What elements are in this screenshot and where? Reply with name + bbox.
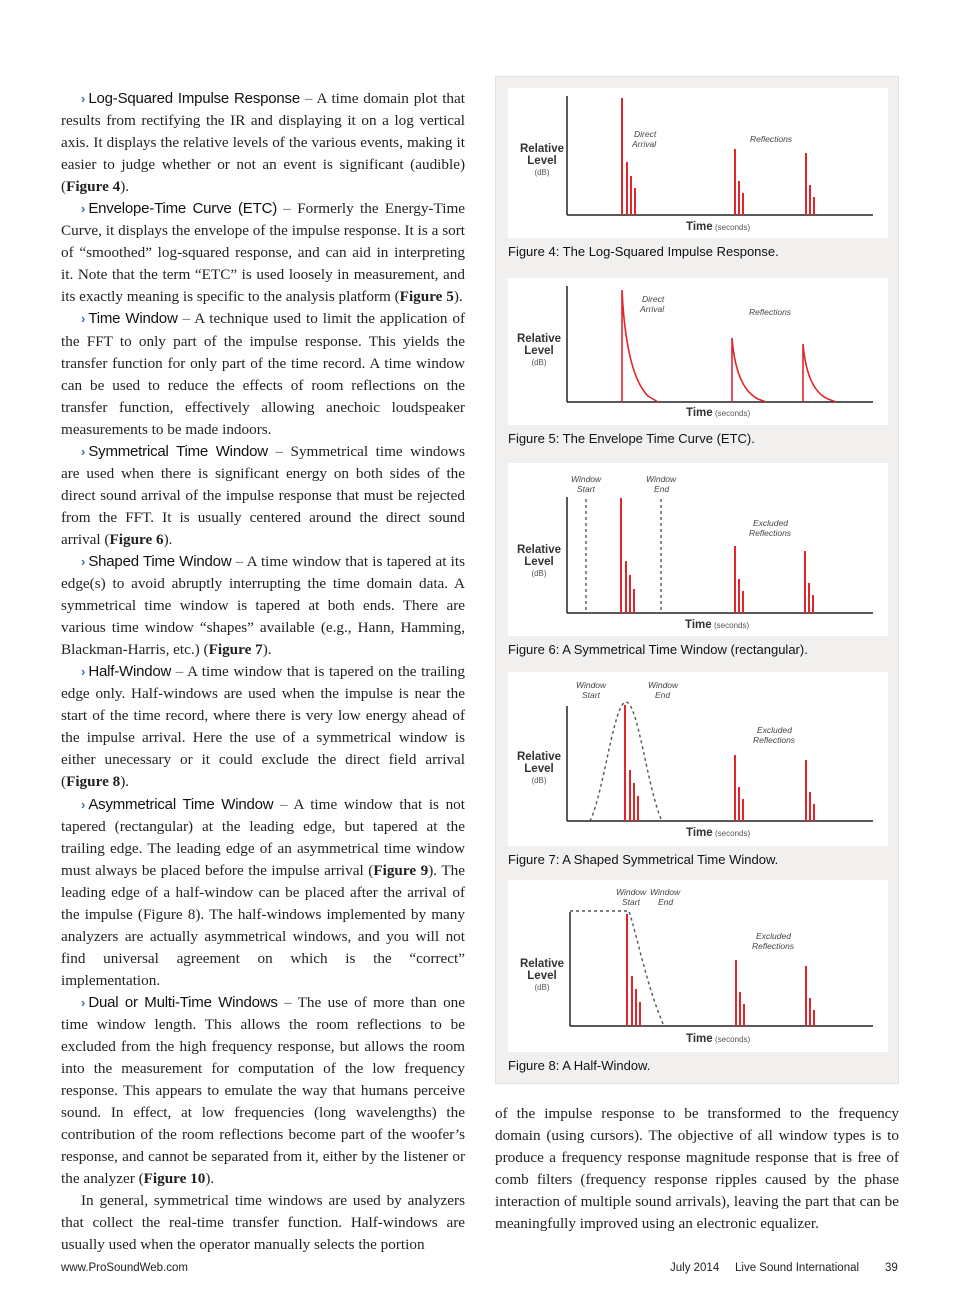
definition-paragraph — [61, 198, 465, 308]
chevron-right-icon: › — [81, 201, 86, 217]
y-axis-label-line2: Level — [524, 556, 554, 568]
y-axis-label: Relative — [519, 143, 565, 155]
definition-term: Half-Window — [88, 663, 172, 681]
paragraph-text: ). — [205, 1170, 215, 1188]
figure-6-plot — [508, 463, 888, 636]
label-window-start: Window — [616, 887, 647, 897]
label-arrival: Arrival — [632, 139, 657, 149]
term-separator: – — [273, 795, 294, 813]
label-window-start-2: Start — [622, 897, 640, 907]
chevron-right-icon: › — [81, 443, 86, 459]
term-separator: – — [277, 200, 298, 218]
figure-6-caption: Figure 6: A Symmetrical Time Window (rectangular). — [508, 642, 808, 657]
y-axis-label: Relative — [519, 958, 565, 970]
label-window-end: Window — [646, 474, 677, 484]
figure-7-caption: Figure 7: A Shaped Symmetrical Time Window. — [508, 852, 779, 867]
figure-5 — [508, 278, 888, 446]
term-separator: – — [171, 663, 188, 681]
figure-8-caption: Figure 8: A Half-Window. — [508, 1058, 651, 1073]
x-axis-unit: (seconds) — [715, 829, 751, 838]
definition-paragraph — [61, 88, 465, 198]
figure-reference: Figure 10 — [143, 1170, 206, 1188]
figure-4-plot — [508, 88, 888, 238]
left-text-column — [61, 88, 465, 1256]
y-axis-label: Relative — [516, 544, 562, 556]
label-window-start: Window — [576, 680, 607, 690]
definition-paragraph — [61, 551, 465, 661]
definition-term: Envelope-Time Curve (ETC) — [88, 200, 277, 218]
definition-paragraph — [61, 661, 465, 793]
definition-term: Dual or Multi-Time Windows — [88, 993, 278, 1011]
paragraph-text: ). — [453, 288, 463, 306]
label-window-end-2: End — [658, 897, 674, 907]
chevron-right-icon: › — [81, 553, 86, 569]
term-separator: – — [267, 442, 291, 460]
paragraph-text: The use of more than one time window length. This allows the room reflections to be excluded from the high frequency response, but allows the room into the measurement for computation of the low frequency response. This appears to emulate the way that humans perceive sound. In effect, at low frequencies (long wavelengths) the contribution of the room reflections become part of the woofer’s response, and cannot be separated from it, either by the listener or the analyzer ( — [61, 993, 466, 1188]
paragraph-text: A time domain plot that results from rectifying the IR and displaying it on a log vertical axis. It displays the relative levels of the various events, making it easier to judge whether or not an event is significant (audible) ( — [61, 90, 465, 196]
label-reflections: Reflections — [749, 528, 792, 538]
body-paragraph — [61, 1190, 465, 1256]
label-direct: Direct — [634, 129, 657, 139]
figure-5-plot — [508, 278, 888, 425]
figure-4 — [508, 88, 888, 259]
x-axis-label: Time — [686, 407, 713, 419]
x-axis-unit: (seconds) — [714, 621, 750, 630]
x-axis-unit: (seconds) — [715, 1035, 751, 1044]
label-window-end-2: End — [654, 484, 670, 494]
y-axis-label: Relative — [516, 333, 562, 345]
figure-8-plot — [508, 880, 888, 1052]
y-axis-label-line2: Level — [524, 763, 554, 775]
figure-reference: Figure 6 — [109, 530, 164, 548]
x-axis-unit: (seconds) — [715, 409, 751, 418]
y-axis-label: Relative — [516, 751, 562, 763]
figure-7 — [508, 672, 888, 867]
paragraph-text: ). The leading edge of a half-window can be placed after the arrival of the impulse (Figure 8). The half-windows implemented by many analyzers are actually asymmetrical windows, and you will not find universal agreement on which is the “correct” implementation. — [61, 861, 465, 989]
paragraph-text: ). — [120, 773, 130, 791]
x-axis-label: Time — [686, 827, 713, 839]
label-reflections: Reflections — [749, 307, 792, 317]
x-axis-unit: (seconds) — [715, 223, 751, 232]
paragraph-text: ). — [120, 178, 130, 196]
chevron-right-icon: › — [81, 91, 86, 106]
term-separator: – — [300, 90, 317, 107]
y-axis-unit: (dB) — [531, 358, 547, 367]
y-axis-label-line2: Level — [524, 345, 554, 357]
paragraph-text: A time window that is not tapered (rectangular) at the leading edge, but tapered at the trailing edge. The leading edge of an asymmetrical time window must always be placed before the impulse arrival ( — [61, 795, 465, 879]
label-window-end-2: End — [655, 690, 671, 700]
figure-6 — [508, 463, 888, 657]
chevron-right-icon: › — [81, 664, 86, 680]
figure-reference: Figure 4 — [66, 178, 121, 196]
label-window-start: Window — [571, 474, 602, 484]
x-axis-label: Time — [686, 221, 713, 233]
label-reflections: Reflections — [753, 735, 796, 745]
footer-date: July 2014 — [670, 1262, 720, 1274]
figure-5-caption: Figure 5: The Envelope Time Curve (ETC). — [508, 431, 755, 446]
paragraph-text: In general, symmetrical time windows are used by analyzers that collect the real-time transfer function. Half-windows are usually used when the operator manually selects the portion — [61, 1192, 465, 1254]
label-reflections: Reflections — [752, 941, 795, 951]
figure-8 — [508, 880, 888, 1073]
label-excluded: Excluded — [756, 931, 791, 941]
label-window-start-2: Start — [582, 690, 600, 700]
x-axis-label: Time — [686, 1033, 713, 1045]
footer-website: www.ProSoundWeb.com — [61, 1262, 188, 1274]
definition-term: Symmetrical Time Window — [88, 442, 268, 460]
definition-paragraph — [61, 441, 465, 551]
definition-term: Asymmetrical Time Window — [88, 795, 274, 813]
label-arrival: Arrival — [640, 304, 665, 314]
chevron-right-icon: › — [81, 311, 86, 327]
paragraph-text: ). — [163, 530, 173, 548]
y-axis-unit: (dB) — [531, 569, 547, 578]
y-axis-unit: (dB) — [534, 983, 550, 992]
term-separator: – — [231, 552, 247, 570]
paragraph-text: A technique used to limit the application of the FFT to only part of the impulse response. This yields the transfer function for only part of the time record. A time window can be used to reduce the effects of room reflections on the transfer function, effectively allowing anechoic loudspeaker measurements to be made indoors. — [61, 310, 465, 438]
label-excluded: Excluded — [757, 725, 792, 735]
definition-paragraph — [61, 992, 465, 1190]
figure-4-caption: Figure 4: The Log-Squared Impulse Response. — [508, 244, 779, 259]
label-window-end: Window — [648, 680, 679, 690]
y-axis-unit: (dB) — [531, 776, 547, 785]
paragraph-text: Symmetrical time windows are used when there is significant energy on both sides of the direct sound arrival of the impulse response that must be rejected from the FFT. It is usually centered around the direct sound arrival ( — [61, 442, 465, 548]
paragraph-text: A time window that is tapered at its edge(s) to avoid abruptly interrupting the time domain data. A symmetrical time window is tapered at both ends. There are various time window “shapes” available (e.g., Hann, Hamming, Blackman-Harris, etc.) ( — [61, 552, 465, 659]
label-reflections: Reflections — [750, 134, 793, 144]
label-window-start-2: Start — [577, 484, 595, 494]
label-direct: Direct — [642, 294, 665, 304]
definition-term: Shaped Time Window — [88, 552, 232, 570]
term-separator: – — [177, 310, 195, 328]
paragraph-text: A time window that is tapered on the trailing edge only. Half-windows are used when the impulse is near the start of the time record, where there is very low energy ahead of the impulse arrival. Here the use of a symmetrical window is either unecessary or it could exclude the direct field arrival ( — [61, 663, 465, 791]
figure-reference: Figure 8 — [66, 773, 121, 791]
term-separator: – — [277, 993, 298, 1011]
chevron-right-icon: › — [81, 796, 86, 812]
right-paragraph: of the impulse response to be transformed to the frequency domain (using cursors). The objective of all window types is to produce a frequency response magnitude response that is free of comb filters (frequency response ripples caused by the phase interaction of multiple sound arrivals), leaving the part that can be meaningfully improved using an electronic equalizer. — [495, 1105, 899, 1233]
footer-publication: Live Sound International — [735, 1262, 860, 1274]
figure-reference: Figure 9 — [373, 861, 429, 879]
definition-term: Log-Squared Impulse Response — [88, 90, 300, 107]
footer-page-number: 39 — [885, 1262, 898, 1274]
definition-term: Time Window — [88, 310, 178, 328]
label-window-end: Window — [650, 887, 681, 897]
figure-reference: Figure 5 — [399, 288, 454, 306]
right-text-column — [495, 1103, 899, 1235]
figure-7-plot — [508, 672, 888, 846]
y-axis-label-line2: Level — [527, 970, 557, 982]
y-axis-unit: (dB) — [534, 168, 550, 177]
paragraph-text: ). — [262, 641, 272, 659]
x-axis-label: Time — [685, 619, 712, 631]
label-excluded: Excluded — [753, 518, 788, 528]
definition-paragraph — [61, 308, 465, 440]
chevron-right-icon: › — [81, 994, 86, 1010]
paragraph-text: Formerly the Energy-Time Curve, it displays the envelope of the impulse response. It is a sort of “smoothed” log-squared response, and can aid in interpreting it. Note that the term “ETC” is used loosely in measurement, and its exactly meaning is specific to the analysis platform ( — [61, 200, 466, 306]
y-axis-label-line2: Level — [527, 155, 557, 167]
definition-paragraph — [61, 794, 465, 992]
figure-reference: Figure 7 — [208, 641, 263, 659]
